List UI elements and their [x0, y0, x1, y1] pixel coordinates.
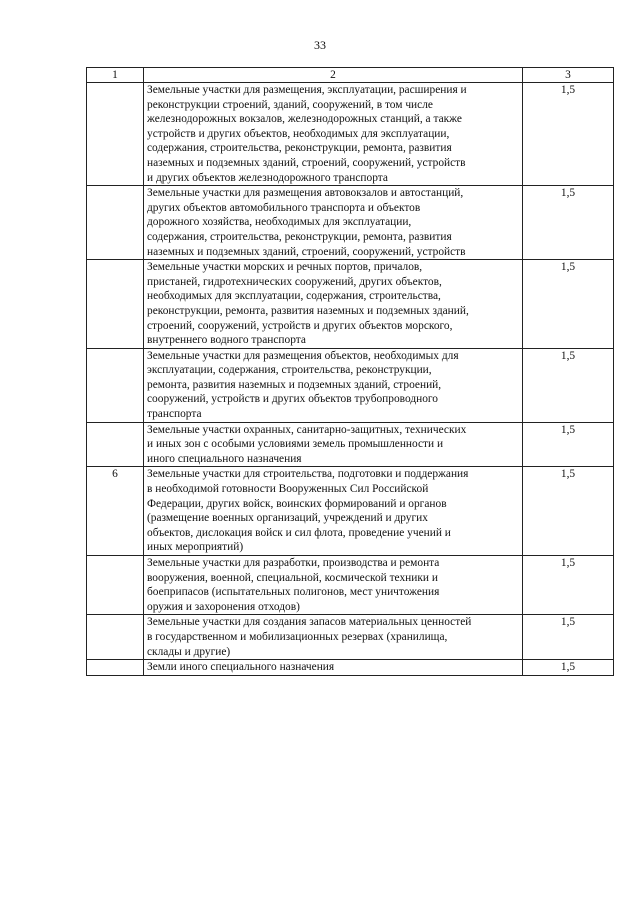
row-number-cell: [87, 615, 144, 660]
row-number-cell: [87, 660, 144, 676]
table-row: [87, 348, 614, 422]
row-number-cell: [87, 422, 144, 467]
description-line: Земельные участки для строительства, подготовки и поддержания: [147, 468, 469, 481]
description-line: необходимых для эксплуатации, содержания, строительства,: [147, 290, 441, 303]
header-col-3: 3: [523, 68, 614, 83]
row-number-cell: [87, 83, 144, 186]
description-line: иных мероприятий): [147, 541, 244, 554]
row-rate-cell: 1,5: [523, 260, 614, 349]
table-row: [87, 422, 614, 467]
description-line: эксплуатации, содержания, строительства, реконструкции,: [147, 364, 432, 377]
row-rate-cell: 1,5: [523, 186, 614, 260]
table-row: [87, 556, 614, 615]
description-line: Земли иного специального назначения: [147, 661, 335, 674]
description-line: сооружений, устройств и других объектов трубопроводного: [147, 393, 439, 406]
description-line: наземных и подземных зданий, строений, сооружений, устройств: [147, 245, 466, 258]
row-number-cell: [87, 556, 144, 615]
header-col-1: 1: [87, 68, 144, 83]
row-description-cell: [144, 83, 523, 186]
table-row: [87, 186, 614, 260]
row-rate-cell: 1,5: [523, 348, 614, 422]
row-rate-cell: 1,5: [523, 422, 614, 467]
description-line: склады и другие): [147, 645, 231, 658]
description-line: пристаней, гидротехнических сооружений, других объектов,: [147, 275, 442, 288]
description-line: Земельные участки для размещения объектов, необходимых для: [147, 349, 459, 362]
table-row: [87, 660, 614, 676]
description-line: содержания, строительства, реконструкции, ремонта, развития: [147, 230, 452, 243]
description-line: Земельные участки для размещения автовокзалов и автостанций,: [147, 187, 464, 200]
description-line: устройств и других объектов, необходимых для эксплуатации,: [147, 127, 450, 140]
description-line: транспорта: [147, 408, 202, 421]
description-line: иного специального назначения: [147, 452, 302, 465]
row-description-cell: [144, 348, 523, 422]
row-rate-cell: 1,5: [523, 660, 614, 676]
description-line: и других объектов железнодорожного транспорта: [147, 171, 388, 184]
description-line: объектов, дислокация войск и сил флота, проведение учений и: [147, 526, 451, 539]
row-rate-cell: 1,5: [523, 556, 614, 615]
description-line: наземных и подземных зданий, строений, сооружений, устройств: [147, 156, 466, 169]
description-line: в необходимой готовности Вооруженных Сил Российской: [147, 483, 429, 496]
row-description-cell: [144, 556, 523, 615]
description-line: Земельные участки морских и речных портов, причалов,: [147, 261, 423, 274]
table-header-row: [87, 68, 614, 83]
description-line: содержания, строительства, реконструкции, ремонта, развития: [147, 142, 452, 155]
row-number-cell: 6: [87, 467, 144, 556]
description-line: вооружения, военной, специальной, космической техники и: [147, 571, 438, 584]
description-line: реконструкции строений, зданий, сооружений, в том числе: [147, 98, 433, 111]
description-line: железнодорожных вокзалов, железнодорожных станций, а также: [147, 113, 462, 126]
row-description-cell: [144, 186, 523, 260]
row-description-cell: [144, 467, 523, 556]
table-row: [87, 615, 614, 660]
description-line: Земельные участки охранных, санитарно-защитных, технических: [147, 423, 467, 436]
description-line: Земельные участки для создания запасов материальных ценностей: [147, 616, 472, 629]
description-line: (размещение военных организаций, учреждений и других: [147, 512, 428, 525]
row-description-cell: [144, 615, 523, 660]
row-description-cell: [144, 660, 523, 676]
row-number-cell: [87, 260, 144, 349]
table-body: [87, 68, 614, 676]
description-line: реконструкции, ремонта, развития наземных и подземных зданий,: [147, 304, 469, 317]
description-line: дорожного хозяйства, необходимых для эксплуатации,: [147, 216, 412, 229]
row-number-cell: [87, 348, 144, 422]
description-line: внутреннего водного транспорта: [147, 334, 306, 347]
header-col-2: 2: [144, 68, 523, 83]
row-rate-cell: 1,5: [523, 467, 614, 556]
description-line: Федерации, других войск, воинских формирований и органов: [147, 497, 447, 510]
row-description-cell: [144, 260, 523, 349]
land-rates-table: [86, 67, 614, 676]
description-line: Земельные участки для размещения, эксплуатации, расширения и: [147, 84, 467, 96]
description-line: ремонта, развития наземных и подземных зданий, строений,: [147, 378, 442, 391]
row-description-cell: [144, 422, 523, 467]
page-number: 33: [314, 38, 326, 52]
description-line: оружия и захоронения отходов): [147, 600, 300, 613]
description-line: Земельные участки для разработки, производства и ремонта: [147, 557, 440, 569]
row-rate-cell: 1,5: [523, 83, 614, 186]
description-line: в государственном и мобилизационных резервах (хранилища,: [147, 630, 448, 643]
description-line: и иных зон с особыми условиями земель промышленности и: [147, 438, 444, 451]
table-row: [87, 260, 614, 349]
description-line: строений, сооружений, устройств и других объектов морского,: [147, 319, 453, 332]
row-rate-cell: 1,5: [523, 615, 614, 660]
description-line: боеприпасов (испытательных полигонов, мест уничтожения: [147, 586, 440, 599]
table-row: [87, 83, 614, 186]
table-row: [87, 467, 614, 556]
row-number-cell: [87, 186, 144, 260]
description-line: других объектов автомобильного транспорта и объектов: [147, 201, 421, 214]
